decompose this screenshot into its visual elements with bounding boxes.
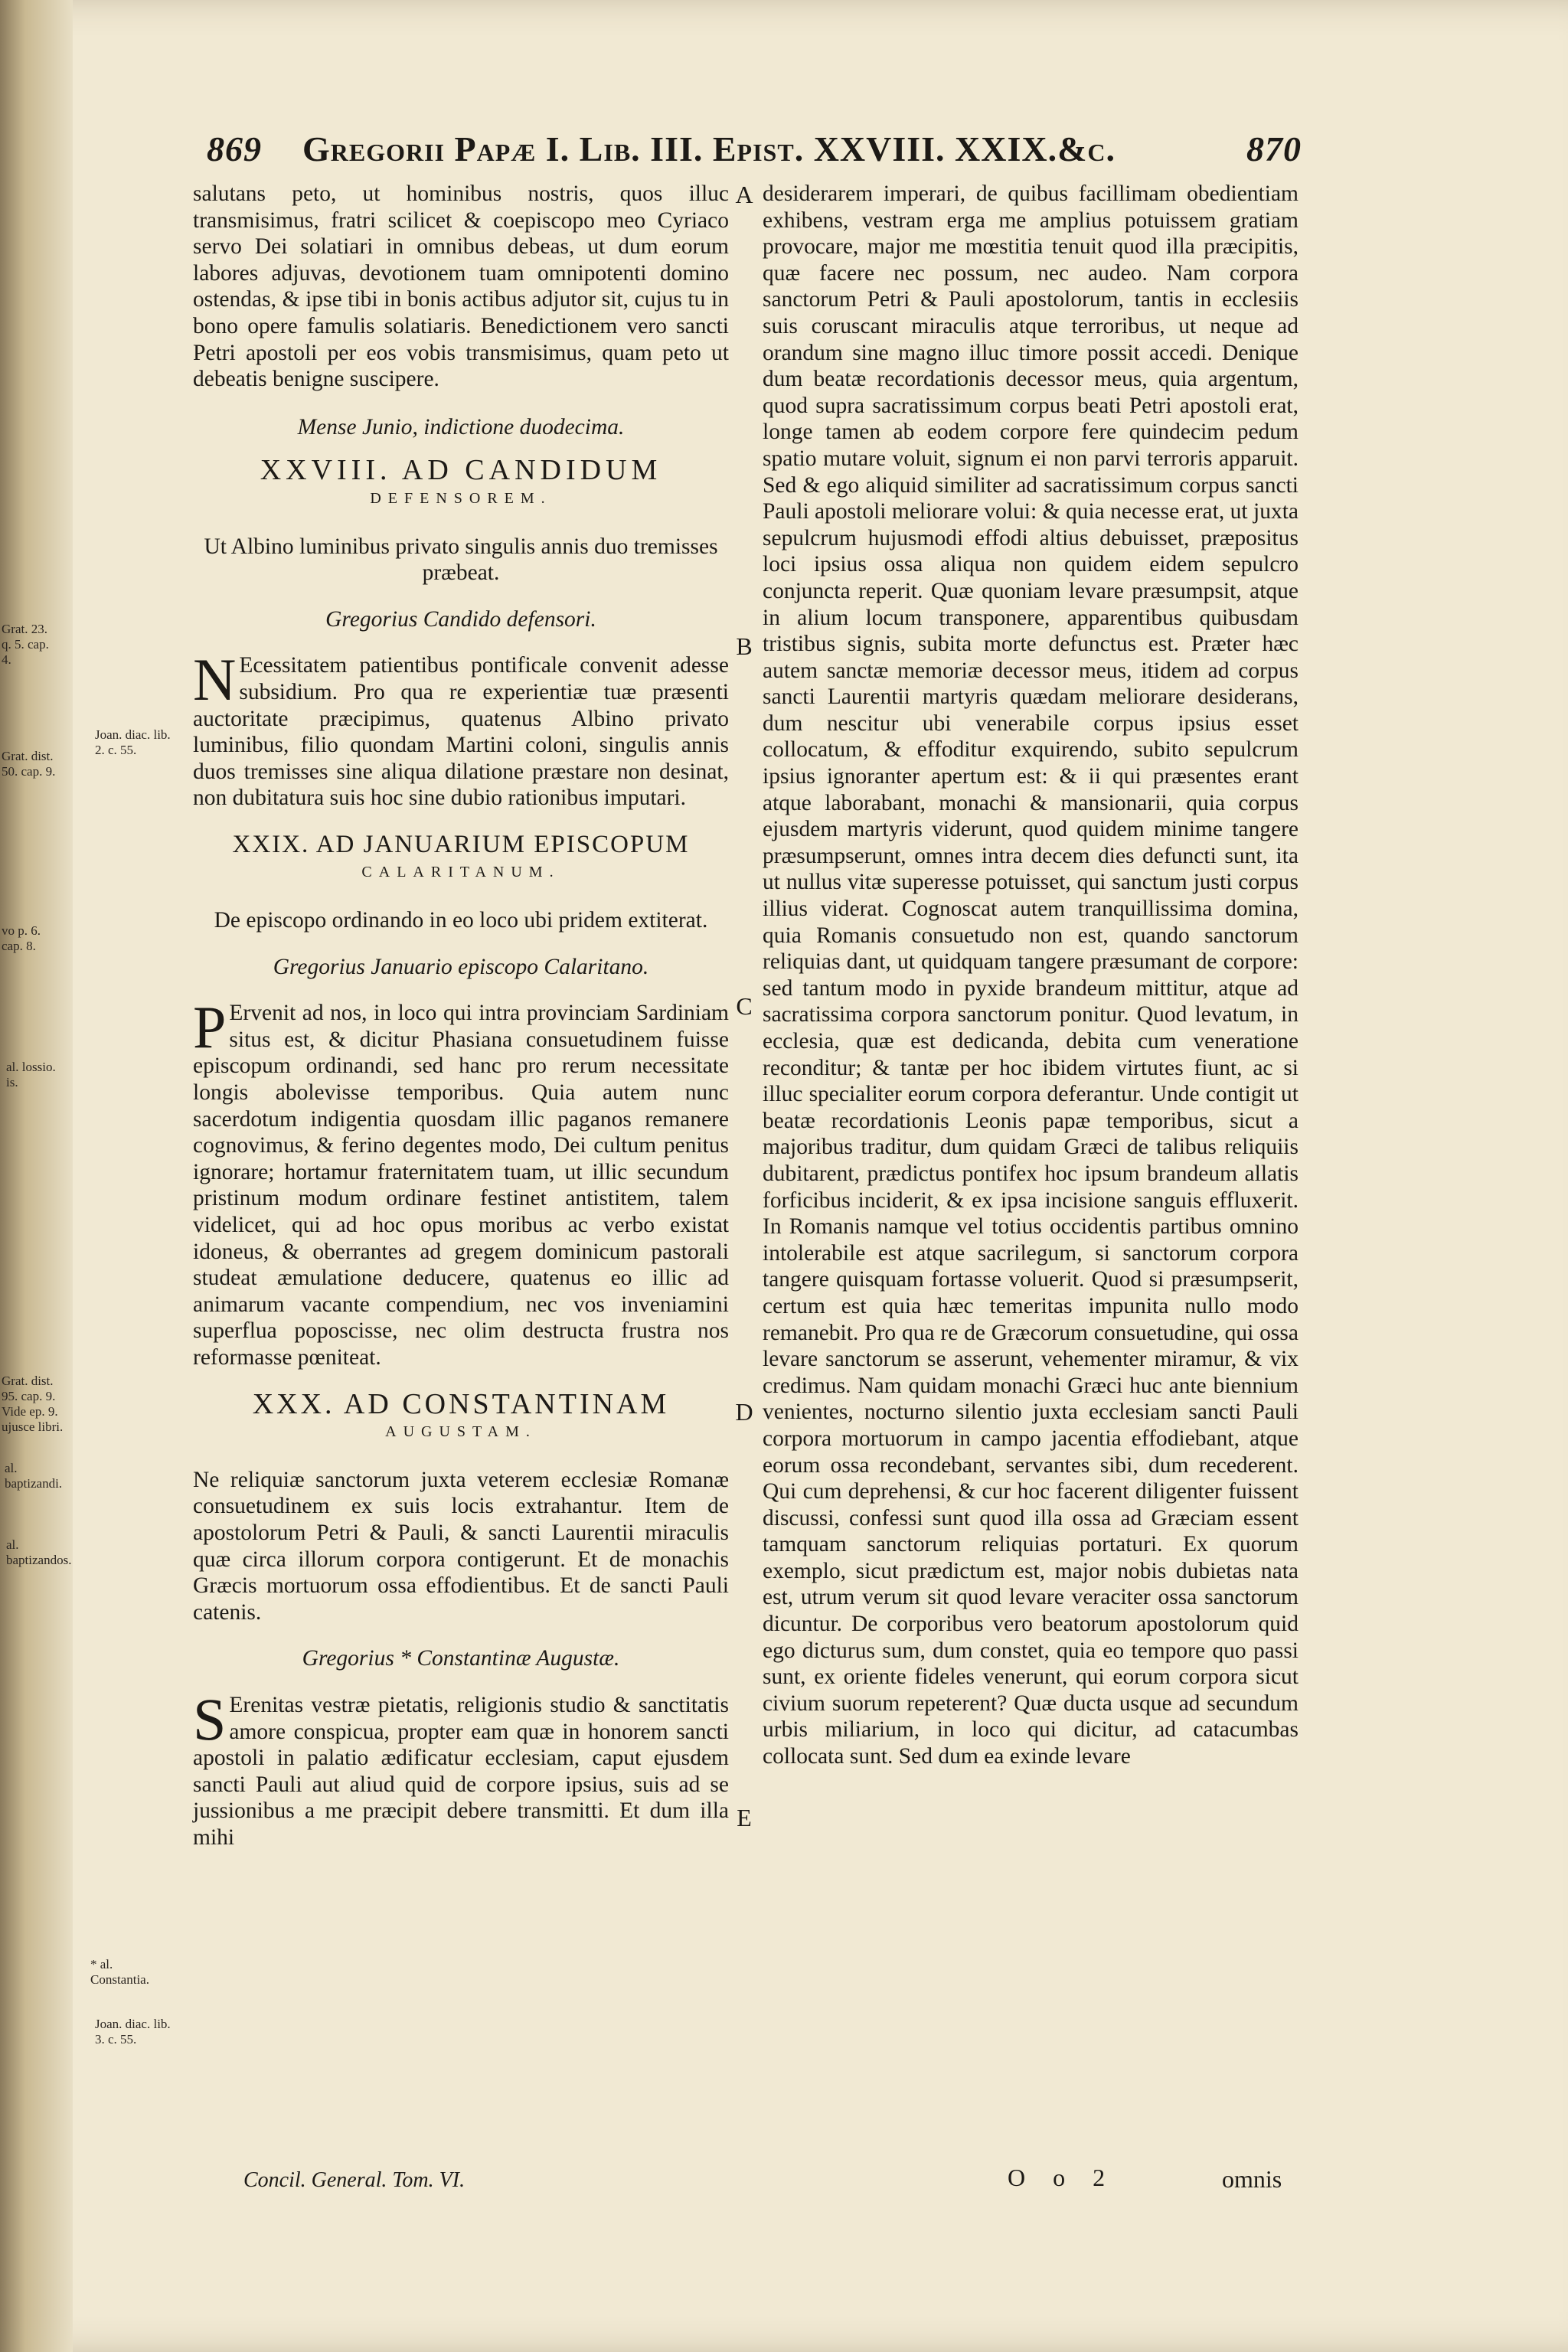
page-number-left: 869: [207, 129, 262, 168]
side-note: Grat. 23. q. 5. cap. 4.: [2, 622, 49, 667]
section-letter-e: E: [737, 1804, 752, 1831]
dateline: Mense Junio, indictione duodecima.: [297, 414, 625, 439]
binding-gutter: [0, 0, 73, 2352]
side-note: Grat. dist. 95. cap. 9. Vide ep. 9. ujusce libri.: [2, 1374, 64, 1434]
side-note: al. lossio. is.: [6, 1060, 56, 1089]
section-letter-d: D: [735, 1398, 753, 1426]
epistle-30-salutation: Gregorius * Constantinæ Augustæ.: [302, 1646, 620, 1671]
side-note: al. baptizandos.: [6, 1537, 72, 1567]
signature-mark: O o 2: [1008, 2164, 1116, 2191]
epistle-29-body: [193, 994, 729, 1370]
epistle-28-title: XXVIII. AD CANDIDUM: [260, 454, 662, 487]
section-letter-b: B: [736, 632, 753, 660]
intro-paragraph: salutans peto, ut hominibus nostris, quos illuc transmisimus, fratri scilicet & coepiscopo meo Cyriaco servo Dei solatiari in omnibus debeas, ut dum eorum labores adjuvas, devotionem tuam omnipotenti domino ostendas, & ipse tibi in bonis actibus adjutor sit, cujus tu in bono opere famulis solatiaris. Benedictionem vero sancti Petri apostoli per eos vobis transmisimus, quam peto ut debeatis benigne suscipere.: [193, 181, 729, 392]
epistle-28-subtitle: DEFENSOREM.: [370, 489, 552, 507]
side-note: * al. Constantia.: [90, 1957, 149, 1987]
footer-volume: Concil. General. Tom. VI.: [243, 2168, 466, 2192]
epistle-29-title: XXIX. AD JANUARIUM EPISCOPUM: [232, 830, 690, 858]
epistle-30-title: XXX. AD CONSTANTINAM: [252, 1387, 670, 1420]
side-note: Joan. diac. lib. 2. c. 55.: [95, 727, 171, 757]
epistle-30-text: Erenitas vestræ pietatis, religionis studio & sanctitatis amore conspicua, propter eam quæ in honorem sancti apostoli in palatio ædificatur ecclesiam, caput ejusdem sancti Pauli aut aliud quid de corpore ipsius, suis ad se jussionibus a me præcipit debere transmitti. Et dum illa mihi: [193, 1692, 729, 1850]
epistle-28-summary: Ut Albino luminibus privato singulis annis duo tremisses præbeat.: [204, 534, 718, 586]
section-letter-c: C: [736, 992, 753, 1020]
epistle-30-summary: Ne reliquiæ sanctorum juxta veterem ecclesiæ Romanæ consuetudinem ex suis locis extrahantur. Item de apostolorum Petri & Pauli, & sancti Laurentii miraculis quæ circa illorum corpora contigerunt. Et de monachis Græcis mortuorum ossa effodientibus. Et de sancti Pauli catenis.: [193, 1467, 729, 1625]
epistle-29-text: Ervenit ad nos, in loco qui intra provinciam Sardiniam situs est, & dicitur Phasiana consuetudinem fuisse episcopum ordinandi, sed hanc pro rerum necessitate longis abolevisse temporibus. Quia autem nunc sacerdotum indigentia quosdam illic paganos remanere cognovimus, & ferino degentes modo, Dei cultum penitus ignorare; hortamur fraternitatem tuam, ut illic secundum pristinum modum ordinare festinet antistitem, talem videlicet, qui ad hoc opus moribus ac verbo existat idoneus, & oberrantes ad gregem dominicum pastorali studeat æmulatione deducere, quatenus eo illic ad animarum vacante compendium, nec vos inveniamini superflua poposcisse, nec olim destructa frustra nos reformasse pœniteat.: [193, 1001, 729, 1370]
epistle-28-body: [193, 646, 729, 812]
side-note: Joan. diac. lib. 3. c. 55.: [95, 2017, 171, 2047]
epistle-30-body: [193, 1685, 729, 1851]
epistle-28-text: Ecessitatem patientibus pontificale convenit adesse subsidium. Pro qua re experientiæ tuæ præsenti auctoritate præcipimus, quatenus Albino privato luminibus, filio quondam Martini coloni, singulis annis duos tremisses sine aliqua dilatione præstare non desinat, non dubitatura suis hoc sine dubio rationibus imputari.: [193, 653, 729, 811]
left-column: [193, 181, 729, 1851]
page-number-right: 870: [1246, 129, 1302, 168]
epistle-29-summary: De episcopo ordinando in eo loco ubi pridem extiterat.: [214, 908, 708, 933]
footer-signature: [1008, 2164, 1282, 2193]
epistle-28-salutation: Gregorius Candido defensori.: [325, 606, 596, 632]
epistle-29-subtitle: CALARITANUM.: [361, 864, 560, 881]
epistle-29-salutation: Gregorius Januario episcopo Calaritano.: [273, 954, 649, 979]
epistle-30-subtitle: AUGUSTAM.: [385, 1423, 537, 1441]
section-letter-a: A: [735, 181, 753, 208]
drop-cap: S: [193, 1685, 227, 1753]
running-title: Gregorii Papæ I. Lib. III. Epist. XXVIII. XXIX.&c.: [302, 129, 1116, 168]
drop-cap: N: [193, 646, 237, 714]
right-column-text: desiderarem imperari, de quibus facillimam obedientiam exhibens, vestram erga me amplius potuissem gratiam provocare, major me mœstitia tenuit quod illa præcipitis, quæ facere nec possum, nec audeo. Nam corpora sanctorum Petri & Pauli apostolorum, tantis in ecclesiis suis coruscant miraculis atque terroribus, ut neque ad orandum sine magno illuc timore possit accedi. Denique dum beatæ recordationis decessor meus, quia argentum, quod supra sacratissimum corpus beati Petri apostoli erat, longe tamen ab eodem corpore fere quindecim pedum spatio mutare voluit, signum ei non parvi terroris apparuit. Sed & ego aliquid similiter ad sacratissimum corpus sancti Pauli apostoli meliorare volui: & quia necesse erat, ut juxta sepulcrum hujusmodi effodi altius debuisset, præpositus loci ipsius ossa aliqua non quidem eidem sepulcro conjuncta reperit. Quæ quoniam levare præsumpsit, atque in alium locum transponere, apparentibus quibusdam tristibus signis, subita morte defunctus est. Præter hæc autem sanctæ memoriæ decessor meus, itidem ad corpus sancti Laurentii martyris quædam meliorare desiderans, dum nescitur ubi venerabile corpus ipsius esset collocatum, & effoditur exquirendo, subito sepulcrum ipsius ignoranter apertum est: & ii qui præsentes erant atque laborabant, monachi & mansionarii, quia corpus ejusdem martyris viderunt, quod quidem minime tangere præsumpserunt, omnes intra decem dies defuncti sunt, ita ut nullus vitæ superesse potuisset, qui sanctum justi corpus illius viderat. Cognoscat autem tranquillissima domina, quia Romanis consuetudo non est, quando sanctorum reliquias dant, ut quidquam tangere præsumant de corpore: sed tantum modo in pyxide brandeum mittitur, atque ad sacratissima corpora sanctorum ponitur. Quod levatum, in ecclesia, quæ est dedicanda, debita cum veneratione reconditur; & tantæ per hoc ibidem virtutes fiunt, ac si illuc specialiter eorum corpora deferantur. Unde contigit ut beatæ recordationis Leonis papæ temporibus, sicut a majoribus traditur, dum quidam Græci de talibus reliquiis dubitarent, prædictus pontifex hoc ipsum brandeum allatis forficibus inciderit, & ex ipsa incisione sanguis effluxerit. In Romanis namque vel totius occidentis partibus omnino intolerabile est atque sacrilegum, si sanctorum corpora tangere quisquam fortasse voluerit. Quod si præsumpserit, certum est quia hæc temeritas impunita nullo modo remanebit. Pro qua re de Græcorum consuetudine, qui ossa levare sanctorum se asserunt, vehementer miramur, & vix credimus. Nam quidam monachi Græci huc ante biennium venientes, nocturno silentio juxta ecclesiam sancti Pauli corpora mortuorum in campo jacentia effodiebant, atque eorum ossa recondebant, servantes sibi, dum recederent. Qui cum deprehensi, & cur hoc facerent diligenter fuissent discussi, confessi sunt quod illa ossa ad Græciam essent tamquam sanctorum reliquias portaturi. Ex quorum exemplo, sicut prædictum est, major nobis dubietas nata est, utrum verum sit quod levare veraciter ossa sanctorum dicuntur. De corporibus vero beatorum apostolorum quid ego dicturus sum, dum constet, quia eo tempore quo passi sunt, ex oriente fideles venerunt, qui eorum corpora sicut civium suorum repeterent? Quæ ducta usque ad secundum urbis miliarium, in loco qui dicitur, ad catacumbas collocata sunt. Sed dum ea exinde levare: [763, 181, 1298, 1769]
drop-cap: P: [193, 994, 227, 1061]
side-note: Grat. dist. 50. cap. 9.: [2, 749, 56, 779]
side-note: al. baptizandi.: [5, 1461, 63, 1491]
right-column: [763, 181, 1298, 1770]
catchword: omnis: [1222, 2165, 1282, 2193]
running-header: [207, 129, 1302, 182]
side-note: vo p. 6. cap. 8.: [2, 923, 41, 953]
